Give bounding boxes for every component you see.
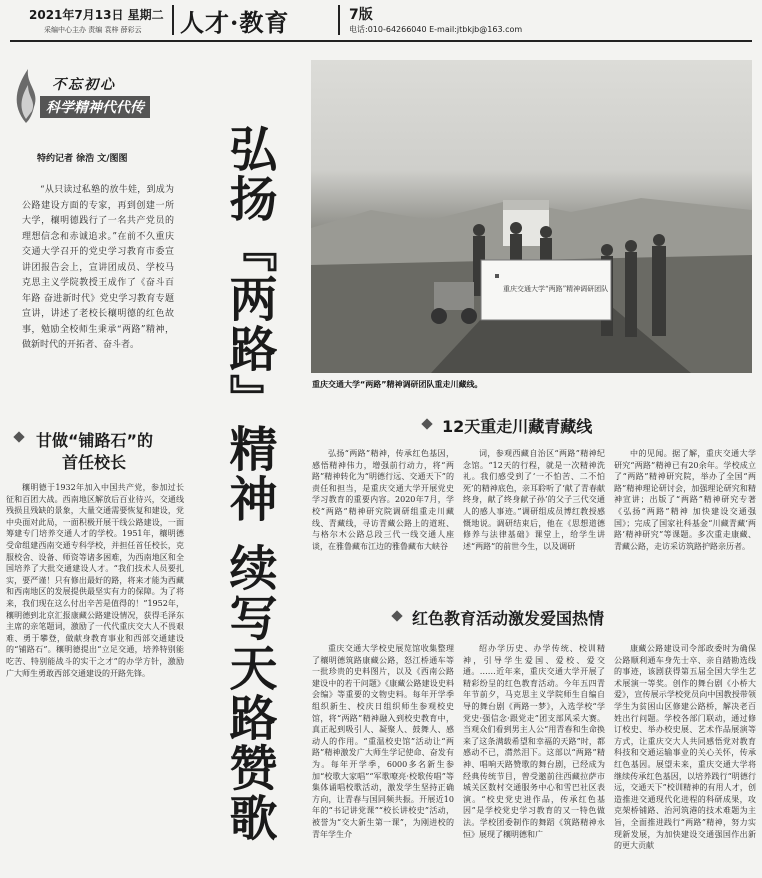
photo-caption: 重庆交通大学“两路”精神调研团队重走川藏线。 (312, 380, 483, 389)
header-rule (10, 40, 752, 42)
header-date: 2021年7月13日 星期二 (29, 8, 164, 22)
section2-col2: 词，参观西藏自治区“两路”精神纪念馆。“12天的行程，就是一次精神洗礼。我们感受到了‘一不怕苦、二不怕死’的精神底色，亲耳聆听了‘献了青春献终身，献了终身献子孙’的父子三代交通人的感人事迹。”调研组成员博红教授感慨地说。调研结束后，他在《思想道德修养与法律基础》课堂上，给学生讲述“两路”的前世今生，以及调研 (463, 449, 605, 551)
header-divider-left (172, 5, 174, 35)
section3-col1: 重庆交通大学校史展览馆收集整理了穰明德筑路康藏公路，怒江桥通车等一批珍贵的史料图片，以及《西南公路建设中的若干问题》《康藏公路建设史料会编》等重要的文物史料。每年开学季组织新生、校庆日组织师生参观校史馆，将“两路”精神融入到校史教育中，真正起到吸引人、凝聚人、鼓舞人、感动人的作用。“重温校史馆”活动让“两路”精神激发广大师生学记使命、奋发有为。每年开学季，6000多名新生参加“校歌大家唱”“军歌嘹亮·校歌传唱”等集体诵唱校歌活动，激发学生坚持正确方向，让青春与国同频共振。开展近10年的“书记讲党课”“校长讲校史”活动，被誉为“交大新生第一课”，为刚进校的青年学生介 (312, 644, 454, 839)
diamond-bullet-icon (390, 609, 404, 623)
header-divider-right (338, 5, 340, 35)
page-number: 7版 (349, 7, 373, 23)
diamond-bullet-icon (12, 430, 26, 444)
section3-col3: 康藏公路建设司令部政委时为确保公路顺利通车身先士卒、亲自踏勘选线的事迹，该剧获得第五届全国大学生艺术展演一等奖。创作的舞台剧《小桥大爱》，宣传展示学校党员向中国教授带领学生为贫困山区修建公路桥，解决老百姓出行问题。学校各部门联动，通过修订校史、举办校史展、艺术作品展演等方式，让重庆交大人共同感悟党对教育科技和交通运输事业的关心关怀，传承红色基因。展望未来，重庆交通大学将继续传承红色基因，以培养践行“明德行远，交通天下”校训精神的有用人才，创造推进交通现代化进程的科研成果，攻克架桥铺路、治河筑港的技术难题为主旨，全面推进践行“两路”精神，努力实现新发展，为加快建设交通强国作出新的更大贡献 (614, 644, 756, 851)
column-logo (0, 60, 180, 130)
header-editor-line: 采编中心主办 责编 袁梓 薛彩云 (44, 26, 142, 34)
headline: 弘扬『两路』精神 续写天路赞歌 (221, 124, 277, 843)
diamond-bullet-icon (420, 417, 434, 431)
section2-title-text: 12天重走川藏青藏线 (442, 417, 593, 436)
banner-text: 重庆交通大学“两路”精神调研团队 (503, 285, 609, 293)
header-phone-line: 电话:010-64266040 E-mail:jtbkjb@163.com (349, 25, 523, 34)
photo-scene (311, 60, 752, 373)
section3-title-text: 红色教育活动激发爱国热情 (412, 609, 605, 628)
section1-title-line1: 甘做“铺路石”的 (36, 431, 154, 450)
intro-text: “从只读过私塾的放牛娃，到成为公路建设方面的专家，再到创建一所大学，穰明德践行了一名共产党员的理想信念和赤诚追求。”在前不久重庆交通大学召开的党史学习教育市委宣讲团报告会上，宣讲团成员、学校马克思主义学院教授王成作了《奋斗百年路 奋进新时代》党史学习教育专题宣讲，讲述了老校长穰明德的红色故事，勉励全校师生秉承“两路”精神，做新时代的开拓者、奋斗者。 (22, 185, 174, 350)
byline: 特约记者 徐浩 文/图图 (37, 154, 128, 164)
section-title: 人才·教育 (180, 8, 290, 37)
section2-col1: 弘扬“两路”精神，传承红色基因，感悟精神伟力，增强前行动力，将“两路”精神转化为“明德行远、交通天下”的责任和担当，是重庆交通大学开展党史学习教育的重要内容。2020年7月，学校“两路”精神研究院调研组重走川藏线、青藏线，寻访青藏公路上的道班、与格尔木公路总段三代一线交通人座谈，在雅鲁藏布江边的雅鲁藏布大峡谷 (312, 449, 454, 551)
section1-text: 穰明德于1932年加入中国共产党，参加过长征和百团大战。西南地区解放后百业待兴，交通线残损且残缺的景象，大量交通需要恢复和建设，党中央面对此局，一面积极开展干线公路建设，一面筹建专门培养交通人才的学校。1951年，穰明德受命组建西南交通专科学校，并担任首任校长，克服校舍、设备、师资等诸多困难，为西南地区和全国培养了大批交通建设人才。“我们技术人员要扎实，要严谨！只有修出最好的路，将来才能为西藏和西南地区的发展提供最坚实有力的保障。为了将来，我们现在这么付出辛苦是值得的！”1952年，穰明德到北京汇报康藏公路建设情况，获得毛泽东主席的亲笔题词，激励了一代代重庆交大人不畏艰难、勇于攀登，做献身教育事业和西部交通建设的“铺路石”。穰明德提出“立足交通，培养特别能吃苦、特别能战斗的实干之才”的办学方针，激励广大师生勇敢西部交通建设的开路先锋。 (6, 483, 184, 678)
section3-col2: 绍办学历史、办学传统、校训精神，引导学生爱国、爱校、爱交通。……近年来，重庆交通大学开展了精彩纷呈的红色教育活动。今年五四青年节前夕，马克思主义学院师生自编自导的舞台剧《两路一梦》，入选学校“学党史·强信念·跟党走”团支部风采大赛。当观众们看到男主人公“用青春和生命换来了这条满载希望和幸福的天路”时，都感动不已，潸然泪下。这部以“两路”精神、唱响天路赞歌的舞台剧，已经成为经典传统节目，曾受邀前往西藏拉萨市城关区数村交通服务中心和雪巴社区表演。“校史党史进作品，传承红色基因”是学校党史学习教育的又一特色做法。学校团委制作的舞蹈《筑路精神永恒》展现了穰明德和广 (463, 644, 605, 839)
column-logo-line2: 科学精神代代传 (40, 96, 150, 118)
section2-col3: 中的见闻。据了解，重庆交通大学研究“两路”精神已有20余年。学校成立了“两路”精神研究院，举办了全国“两路”精神理论研讨会，加强理论研究和精神宣讲；出版了“两路”精神研究专著《弘扬“两路”精神 加快建设交通强国》；完成了国家社科基金“川藏青藏‘两路’精神研究”等课题。多次重走康藏、青藏公路，走访采访筑路护路亲历者。 (614, 449, 756, 551)
column-logo-line1: 不忘初心 (52, 77, 116, 93)
feature-photo (311, 60, 752, 373)
section1-title-line2: 首任校长 (62, 453, 127, 472)
